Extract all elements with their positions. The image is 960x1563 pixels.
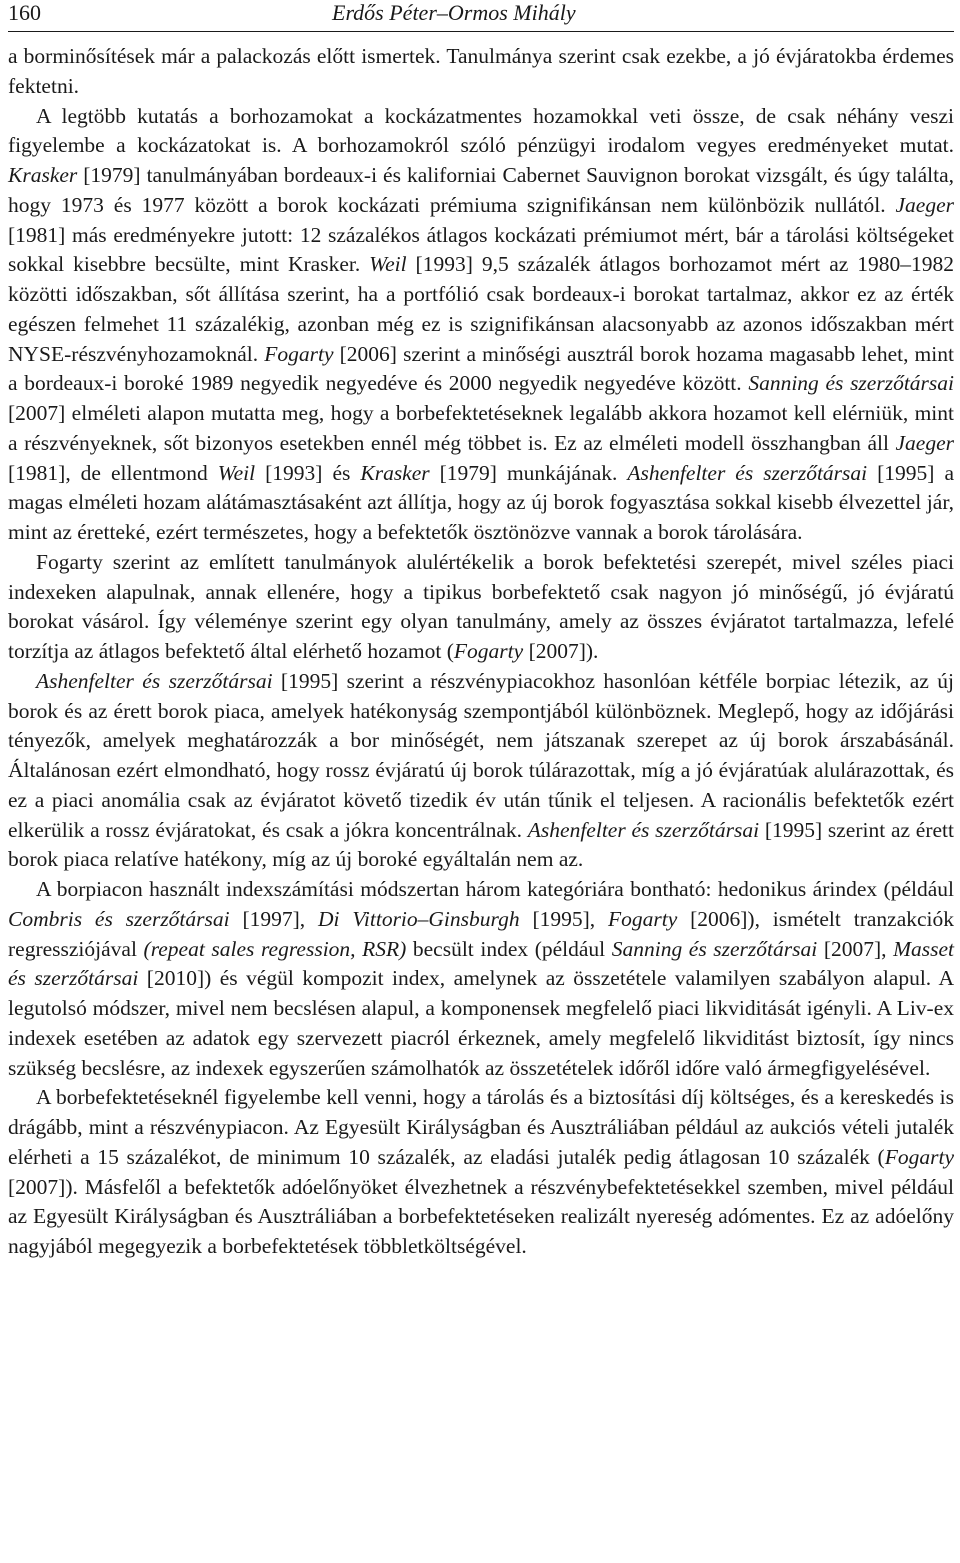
text-span: A borbefektetéseknél figyelembe kell venni, hogy a tárolás és a biztosítási díj költséges, és a kereskedés is drágább, mint a részvénypiacon. Az Egyesült Királyságban és Ausztráliában például az aukciós vételi jutalék elérheti a 15 százalékot, de minimum 10 százalék, az eladási jutalék pedig átlagosan 10 százalék ( [8, 1085, 954, 1169]
text-span: [1995] a magas elméleti hozam alátámasztásaként azt állítja, hogy az új borok fogyasztása sokkal kisebb élvezettel jár, mint az éretteké, ezért természetes, hogy a befektetők ösztönözve vannak a borok tárolására. [8, 460, 954, 544]
paragraph-3 [8, 548, 954, 667]
author-citation: Masset és szerzőtársai [8, 936, 955, 991]
text-span: [1995] szerint a részvénypiacokhoz hasonlóan kétféle borpiac létezik, az új borok és az érett borok piaca, amelyek hatékonyság szempontjából különböznek. Meglepő, hogy az időjárási tényezők, amelyek meghatározzák a bor minőségét, nem játszanak szerepet az új borok árszabásánál. Általánosan ezért elmondható, hogy rossz évjáratú új borok túlárazottak, míg a jó évjáratúak alulárazottak, és ez a piaci anomália csak az évjáratot követő tizedik év után tűnik el teljesen. A racionális befektetők ezért elkerülik a rossz évjáratokat, és csak a jókra koncentrálnak. [8, 668, 954, 842]
page-number: 160 [8, 0, 41, 25]
text-span: [1995], [519, 906, 608, 931]
text-span: [1979] tanulmányában bordeaux-i és kaliforniai Cabernet Sauvignon borokat vizsgált, és úgy találta, hogy 1973 és 1977 között a borok kockázati prémiuma szignifikánsan nem különbözik nullától. [8, 163, 954, 217]
text-span: [1993] és [255, 460, 361, 485]
author-citation: Ashenfelter és szerzőtársai [627, 460, 868, 485]
page [8, 0, 955, 1258]
text-span: [1981], de ellentmond [8, 460, 218, 485]
paragraph-5 [8, 875, 954, 1083]
author-citation: Di Vittorio–Ginsburgh [318, 906, 520, 931]
text-span: [1995] szerint az érett borok piaca relatíve hatékony, míg az új boroké egyáltalán nem az. [8, 817, 954, 872]
author-citation: Weil [217, 460, 256, 485]
author-citation: Ashenfelter és szerzőtársai [527, 817, 760, 842]
paragraph-6 [8, 1083, 954, 1262]
author-citation: Fogarty [453, 639, 524, 663]
text-span: [2007]). [523, 639, 599, 663]
author-citation: Krasker [360, 460, 430, 485]
author-citation: Krasker [8, 163, 78, 187]
text-span: [2007]). Másfelől a befektetők adóelőnyöket élvezhetnek a részvénybefektetésekkel szemben, mivel például az Egyesült Királyságban és Ausztráliában a borbefektetéseken realizált nyereség adómentes. Ez az adóelőny nagyjából megegyezik a borbefektetések többletköltségével. [8, 1174, 954, 1258]
paragraph-4 [8, 667, 954, 875]
text-span: [2007] elméleti alapon mutatta meg, hogy a borbefektetéseknek legalább akkora hozamot kell elérniük, mint a részvényeknek, sőt bizonyos esetekben ennél még többet is. Ez az elméleti modell összhangban áll [8, 401, 954, 455]
running-head [8, 0, 954, 28]
text-span: [2007], [817, 936, 894, 961]
text-span: [1993] 9,5 százalék átlagos borhozamot mért az 1980–1982 közötti időszakban, sőt állítása szerint, ha a portfólió csak bordeaux-i borokat tartalmaz, akkor ez az érték egészen felmehet 11 százalékig, azonban még ez is szignifikánsan alacsonyabb az azonos időszakban mért NYSE-részvényhozamoknál. [8, 252, 954, 366]
author-citation: Ashenfelter és szerzőtársai [36, 668, 273, 693]
text-span: [2010]) és végül kompozit index, amelynek az összetétele valamilyen szabályon alapul. A legutolsó módszer, mivel nem becslésen alapul, a komponensek megfelelő piaci likviditását igényli. A Liv-ex indexek esetében az adatok egy szervezett piacról érkeznek, amely megfelelő likviditást biztosít, így nincs szükség becslésre, az indexek egyszerűen számolhatók az összetételek időről időre való ármegfigyelésével. [8, 966, 954, 1080]
author-citation: Jaeger [895, 430, 954, 455]
author-citation: Fogarty [264, 341, 334, 366]
header-rule [8, 31, 954, 32]
paragraph-1 [8, 42, 954, 102]
author-citation: Jaeger [895, 192, 954, 217]
author-citation: Fogarty [884, 1144, 954, 1169]
author-citation: Weil [369, 252, 407, 277]
author-citation: Sanning és szerzőtársai [611, 936, 818, 961]
text-span: [2006]), ismételt tranzakciók regressziójával [8, 906, 954, 961]
text-span: A borpiacon használt indexszámítási módszertan három kategóriára bontható: hedonikus árindex (például [36, 877, 954, 901]
text-span: [2006] szerint a minőségi ausztrál borok hozama magasabb lehet, mint a bordeaux-i boroké 1989 negyedik negyedéve és 2000 negyedik negyedéve között. [8, 341, 954, 396]
author-citation: Combris és szerzőtársai [8, 906, 230, 931]
text-span: becsült index (például [406, 936, 612, 961]
text-span: [1997], [229, 906, 319, 931]
text-span: A legtöbb kutatás a borhozamokat a kockázatmentes hozamokkal veti össze, de csak néhány veszi figyelembe a kockázatokat is. A borhozamokról szóló pénzügyi irodalom vegyes eredményeket mutat. [8, 103, 954, 158]
text-span: Fogarty szerint az említett tanulmányok alulértékelik a borok befektetési szerepét, mivel széles piaci indexeken alapulnak, annak ellenére, hogy a tipikus borbefektető csak nagyon jó minőségű, jó évjáratú borokat vásárol. Így véleménye szerint egy olyan tanulmány, amely az összes évjáratot tartalmazza, lefelé torzítja az átlagos befektető által elérhető hozamot ( [8, 549, 954, 663]
body-text [8, 42, 954, 1262]
term-italic: (repeat sales regression, RSR) [143, 936, 407, 961]
text-span: [1979] munkájának. [429, 460, 628, 485]
text-span: [1981] más eredményekre jutott: 12 százalékos átlagos kockázati prémiumot mért, bár a tárolási költségeket sokkal kisebbre becsülte, mint Krasker. [8, 222, 954, 277]
author-citation: Sanning és szerzőtársai [748, 371, 955, 396]
running-title: Erdős Péter–Ormos Mihály [332, 0, 576, 25]
paragraph-2 [8, 102, 954, 548]
author-citation: Fogarty [607, 906, 678, 931]
text-span: a borminősítések már a palackozás előtt ismertek. Tanulmánya szerint csak ezekbe, a jó évjáratokba érdemes fektetni. [8, 44, 954, 98]
